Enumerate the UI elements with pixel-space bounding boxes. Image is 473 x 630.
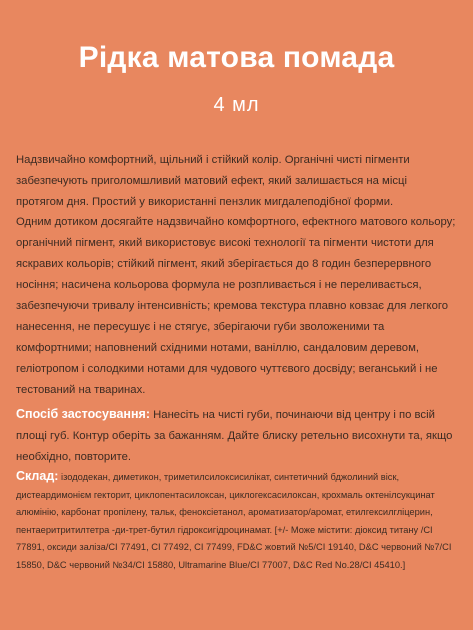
composition-section [16,468,456,575]
usage-label: Спосіб застосування: [16,407,150,421]
composition-text: ізододекан, диметикон, триметилсилоксисилікат, синтетичний бджолиний віск, дистеардимонієм гекторит, циклопентасилоксан, циклогексасилоксан, крохмаль октенілсукцинат алюмінію, карбонат пропілену, тальк, феноксіетанол, ароматизатор/аромат, етилгексилгліцерин, пентаеритритилтетра -ди-трет-бутил гідроксигідроцинамат. [+/- Може містити: діоксид титану /CI 77891, оксиди заліза/CI 77491, CI 77492, CI 77499, FD&C жовтий №5/CI 19140, D&C червоний №7/CI 15850, D&C червоний №34/CI 15880, Ultramarine Blue/CI 77007, D&C Red No.28/CI 45410.] [16,472,452,570]
description-paragraph-1: Надзвичайно комфортний, щільний і стійкий колір. Органічні чисті пігменти забезпечують приголомшливий матовий ефект, який залишається на місці протягом дня. Простий у використанні пензлик мигдалеподібної форми. [16,154,410,208]
composition-label: Склад: [16,469,59,483]
description-paragraph-2: Одним дотиком досягайте надзвичайно комфортного, ефектного матового кольору; органічний пігмент, який використовує високі технології та пігменти чистоти для яскравих кольорів; стійкий пігмент, який зберігається до 8 годин безперервного носіння; насичена кольорова формула не розпливається і не переливається, забезпечуючи тривалу інтенсивність; кремова текстура плавно ковзає для легкого нанесення, не пересушує і не стягує, зберігаючи губи зволоженими та комфортними; наповнений східними нотами, ваніллю, сандаловим деревом, геліотропом і солодкими нотами для чудового чуттєвого досвіду; веганський і не тестований на тваринах. [16,216,456,396]
usage-text: Нанесіть на чисті губи, починаючи від центру і по всій площі губ. Контур оберіть за бажанням. Дайте блиску ретельно висохнути та, якщо необхідно, повторите. [16,409,453,463]
product-volume: 4 мл [213,94,260,116]
usage-section [16,404,456,468]
page-title: Рідка матова помада [78,41,395,74]
